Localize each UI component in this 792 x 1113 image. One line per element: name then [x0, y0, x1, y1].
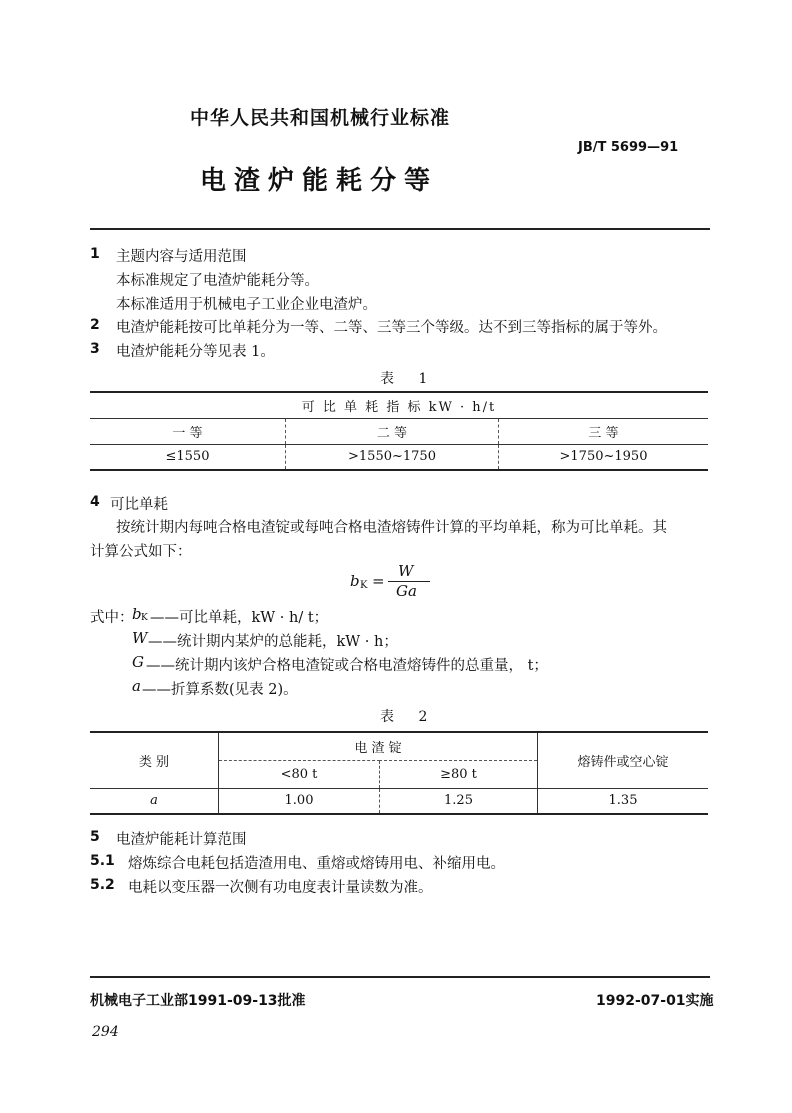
- table-2-value-2: 1.25: [380, 788, 538, 814]
- formula-denominator: Ga: [396, 582, 417, 600]
- where-2-symbol: W: [132, 629, 148, 647]
- table-1-value-2: >1550~1750: [286, 444, 499, 470]
- standard-title: 中华人民共和国机械行业标准: [190, 107, 451, 129]
- section-5-title: 电渣炉能耗计算范围: [116, 832, 247, 848]
- section-5-number: 5: [90, 829, 100, 845]
- section-5-2-number: 5.2: [90, 877, 115, 893]
- table-2-row-label: a: [90, 788, 219, 814]
- section-2-number: 2: [90, 317, 100, 333]
- formula-lhs-subscript: K: [360, 580, 368, 591]
- where-3-text: ——统计期内该炉合格电渣锭或合格电渣熔铸件的总重量， t；: [146, 658, 548, 674]
- table-1-col-2: 二 等: [286, 418, 499, 444]
- approval-date: 机械电子工业部1991-09-13批准: [90, 993, 306, 1009]
- formula: [350, 562, 440, 602]
- section-4-line-1: 按统计期内每吨合格电渣锭或每吨合格电渣熔铸件计算的平均单耗，称为可比单耗。其: [116, 520, 667, 536]
- where-1-symbol: b: [132, 605, 142, 623]
- table-1-col-3: 三 等: [588, 425, 619, 441]
- section-4-line-2: 计算公式如下：: [90, 544, 192, 560]
- footer-divider: [90, 976, 710, 978]
- table-2-value-1: 1.00: [219, 788, 380, 814]
- formula-numerator: W: [398, 562, 414, 580]
- table-1-value-1: ≤1550: [90, 444, 286, 470]
- where-prefix: 式中：: [90, 610, 134, 626]
- section-5-2-text: 电耗以变压器一次侧有功电度表计量读数为准。: [128, 880, 433, 896]
- table-1-col-1: 一 等: [90, 418, 286, 444]
- table-2: [90, 731, 708, 815]
- table-2-category: 类 别: [90, 732, 219, 788]
- where-1-text: ——可比单耗，kW · h/ t；: [150, 610, 329, 626]
- section-2-text: 电渣炉能耗按可比单耗分为一等、二等、三等三个等级。达不到三等指标的属于等外。: [116, 320, 667, 336]
- header-divider: [90, 228, 710, 230]
- table-1-value-3: >1750~1950: [559, 449, 648, 465]
- section-3-number: 3: [90, 341, 100, 357]
- where-1-subscript: K: [141, 613, 148, 623]
- table-2-sub-1: <80 t: [219, 760, 380, 788]
- section-1-title: 主题内容与适用范围: [116, 249, 247, 265]
- formula-equals: =: [372, 572, 385, 590]
- section-4-number: 4: [90, 494, 100, 510]
- section-1-number: 1: [90, 246, 100, 262]
- effective-date: 1992-07-01实施: [596, 993, 714, 1009]
- table-2-caption: 表 2: [380, 709, 438, 725]
- where-3-symbol: G: [132, 653, 144, 671]
- section-5-1-number: 5.1: [90, 853, 115, 869]
- table-1: [90, 391, 708, 471]
- table-1-header: 可 比 单 耗 指 标 kW · h/t: [301, 399, 497, 415]
- standard-code: JB/T 5699—91: [578, 140, 679, 155]
- where-4-text: ——折算系数(见表 2)。: [142, 682, 298, 698]
- page-number: 294: [92, 1024, 119, 1040]
- table-1-caption: 表 1: [380, 371, 438, 387]
- section-5-1-text: 熔炼综合电耗包括造渣用电、重熔或熔铸用电、补缩用电。: [128, 856, 505, 872]
- section-4-title: 可比单耗: [110, 497, 168, 513]
- table-2-value-3: 1.35: [608, 793, 638, 809]
- section-3-text: 电渣炉能耗分等见表 1。: [116, 344, 275, 360]
- table-2-ingot-header: 电 渣 锭: [219, 732, 538, 760]
- table-2-sub-2: ≥80 t: [380, 760, 538, 788]
- where-4-symbol: a: [132, 677, 141, 695]
- table-2-casting-header: 熔铸件或空心锭: [538, 732, 709, 788]
- where-2-text: ——统计期内某炉的总能耗，kW · h；: [148, 634, 398, 650]
- section-1-line-2: 本标准适用于机械电子工业企业电渣炉。: [116, 297, 377, 313]
- document-title: 电渣炉能耗分等: [200, 166, 439, 196]
- section-1-line-1: 本标准规定了电渣炉能耗分等。: [116, 273, 319, 289]
- formula-lhs: b: [350, 572, 360, 590]
